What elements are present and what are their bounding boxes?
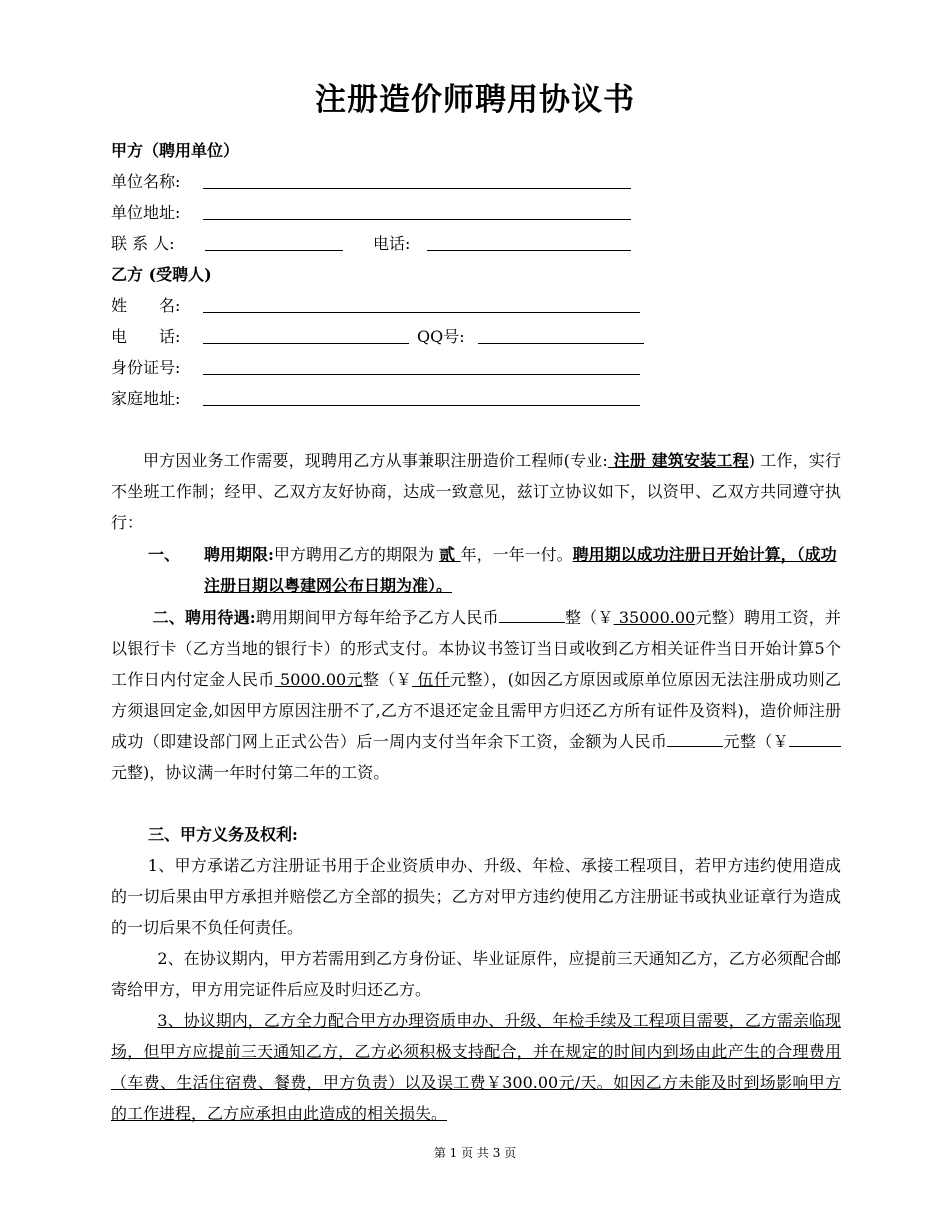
clause-3-item-3: 3、协议期内，乙方全力配合甲方办理资质申办、升级、年检手续及工程项目需要，乙方需亲临现场，但甲方应提前三天通知乙方，乙方必须积极支持配合，并在规定的时间内到场由此产生的合理费用（车费、生活住宿费、餐费，甲方负责）以及误工费￥300.00元/天。如因乙方未能及时到场影响甲方的工作进程，乙方应承担由此造成的相关损失。 <box>111 1011 841 1123</box>
unit-name-label: 单位名称: <box>111 172 181 191</box>
home-address-label: 家庭地址: <box>111 389 181 408</box>
qq-label: QQ号: <box>417 327 465 346</box>
unit-address-field[interactable] <box>203 203 631 220</box>
clause-1-number: 一、 <box>148 545 181 564</box>
qq-field[interactable] <box>478 327 644 344</box>
name-field[interactable] <box>203 296 640 313</box>
deposit-words: 伍仟 <box>411 670 451 689</box>
id-number-label: 身份证号: <box>111 358 181 377</box>
intro-text-1: 甲方因业务工作需要，现聘用乙方从事兼职注册造价工程师(专业: <box>143 451 608 470</box>
party-b-phone-label: 电 话: <box>111 327 181 346</box>
clause-1-years: 贰 <box>439 545 461 564</box>
unit-address-label: 单位地址: <box>111 203 181 222</box>
clause-2-text-3: 元整）聘用工资，并以银行卡（乙方当地的银行卡）的形式支付。本协议书签订当日或收到乙方相关证件当日开始计算5个工作日内付定金人民币 <box>111 608 841 689</box>
clause-1-emphasis: 聘用期以成功注册日开始计算，（成功注册日期以粤建网公布日期为准）。 <box>204 545 837 595</box>
name-label: 姓 名: <box>111 296 181 315</box>
phone-row <box>111 327 651 347</box>
clause-3 <box>111 819 841 1129</box>
party-a-phone-field[interactable] <box>427 234 631 251</box>
clause-1-text-1: 甲方聘用乙方的期限为 <box>273 545 440 564</box>
party-b-phone-field[interactable] <box>203 327 409 344</box>
clause-2-text-7: 元整)，协议满一年时付第二年的工资。 <box>111 763 390 782</box>
clause-2-label: 二、聘用待遇: <box>152 608 256 627</box>
page-footer: 第 1 页 共 3 页 <box>433 1146 517 1160</box>
contact-field[interactable] <box>205 234 343 251</box>
id-number-field[interactable] <box>203 358 640 375</box>
clause-2-text-5: 元整），(如因乙方原因或原单位原因无法注册成功则乙方须退回定金,如因甲方原因注册不了,乙方不退还定金且需甲方归还乙方所有证件及资料)，造价师注册成功（即建设部门网上正式公告）后一周内支付当年余下工资，金额为人民币 <box>111 670 841 751</box>
clause-2 <box>111 602 841 788</box>
clause-2-text-2: 整（￥ <box>564 608 614 627</box>
annual-salary: 35000.00 <box>613 608 696 627</box>
deposit-amount: 5000.00元 <box>274 670 363 689</box>
contact-label: 联 系 人: <box>111 234 175 253</box>
party-a-phone-label: 电话: <box>373 234 411 253</box>
clause-3-item-2: 2、在协议期内，甲方若需用到乙方身份证、毕业证原件，应提前三天通知乙方，乙方必须配合邮寄给甲方，甲方用完证件后应及时归还乙方。 <box>111 949 841 999</box>
salary-words-field[interactable] <box>499 606 565 623</box>
clause-3-item-1: 1、甲方承诺乙方注册证书用于企业资质申办、升级、年检、承接工程项目，若甲方违约使用造成的一切后果由甲方承担并赔偿乙方全部的损失；乙方对甲方违约使用乙方注册证书或执业证章行为造成的一切后果不负任何责任。 <box>111 856 841 937</box>
party-a-heading: 甲方（聘用单位） <box>111 141 240 160</box>
intro-paragraph <box>111 445 841 538</box>
remaining-salary-figures-field[interactable] <box>789 730 841 747</box>
home-address-row <box>111 389 180 409</box>
clause-2-text-1: 聘用期间甲方每年给予乙方人民币 <box>255 608 499 627</box>
remaining-salary-field[interactable] <box>667 730 723 747</box>
name-row <box>111 296 180 316</box>
home-address-field[interactable] <box>203 389 640 406</box>
unit-name-row <box>111 172 180 192</box>
unit-address-row <box>111 203 180 223</box>
clause-2-text-6: 元整（￥ <box>723 732 789 751</box>
clause-1-label: 聘用期限: <box>204 545 274 564</box>
contact-row <box>111 234 641 254</box>
clause-1 <box>111 539 841 601</box>
party-b-heading: 乙方 (受聘人) <box>111 265 212 284</box>
unit-name-field[interactable] <box>203 172 631 189</box>
clause-2-text-4: 整（￥ <box>362 670 412 689</box>
intro-text-2: ) 工作，实行不坐班工作制；经甲、乙双方友好协商，达成一致意见，兹订立协议如下，以资甲、乙双方共同遵守执行： <box>111 451 841 532</box>
intro-major: 注册 建筑安装工程 <box>607 451 749 470</box>
clause-1-text-2: 年，一年一付。 <box>460 545 573 564</box>
document-title: 注册造价师聘用协议书 <box>315 82 635 118</box>
id-number-row <box>111 358 180 378</box>
clause-3-heading: 三、甲方义务及权利: <box>148 825 298 844</box>
